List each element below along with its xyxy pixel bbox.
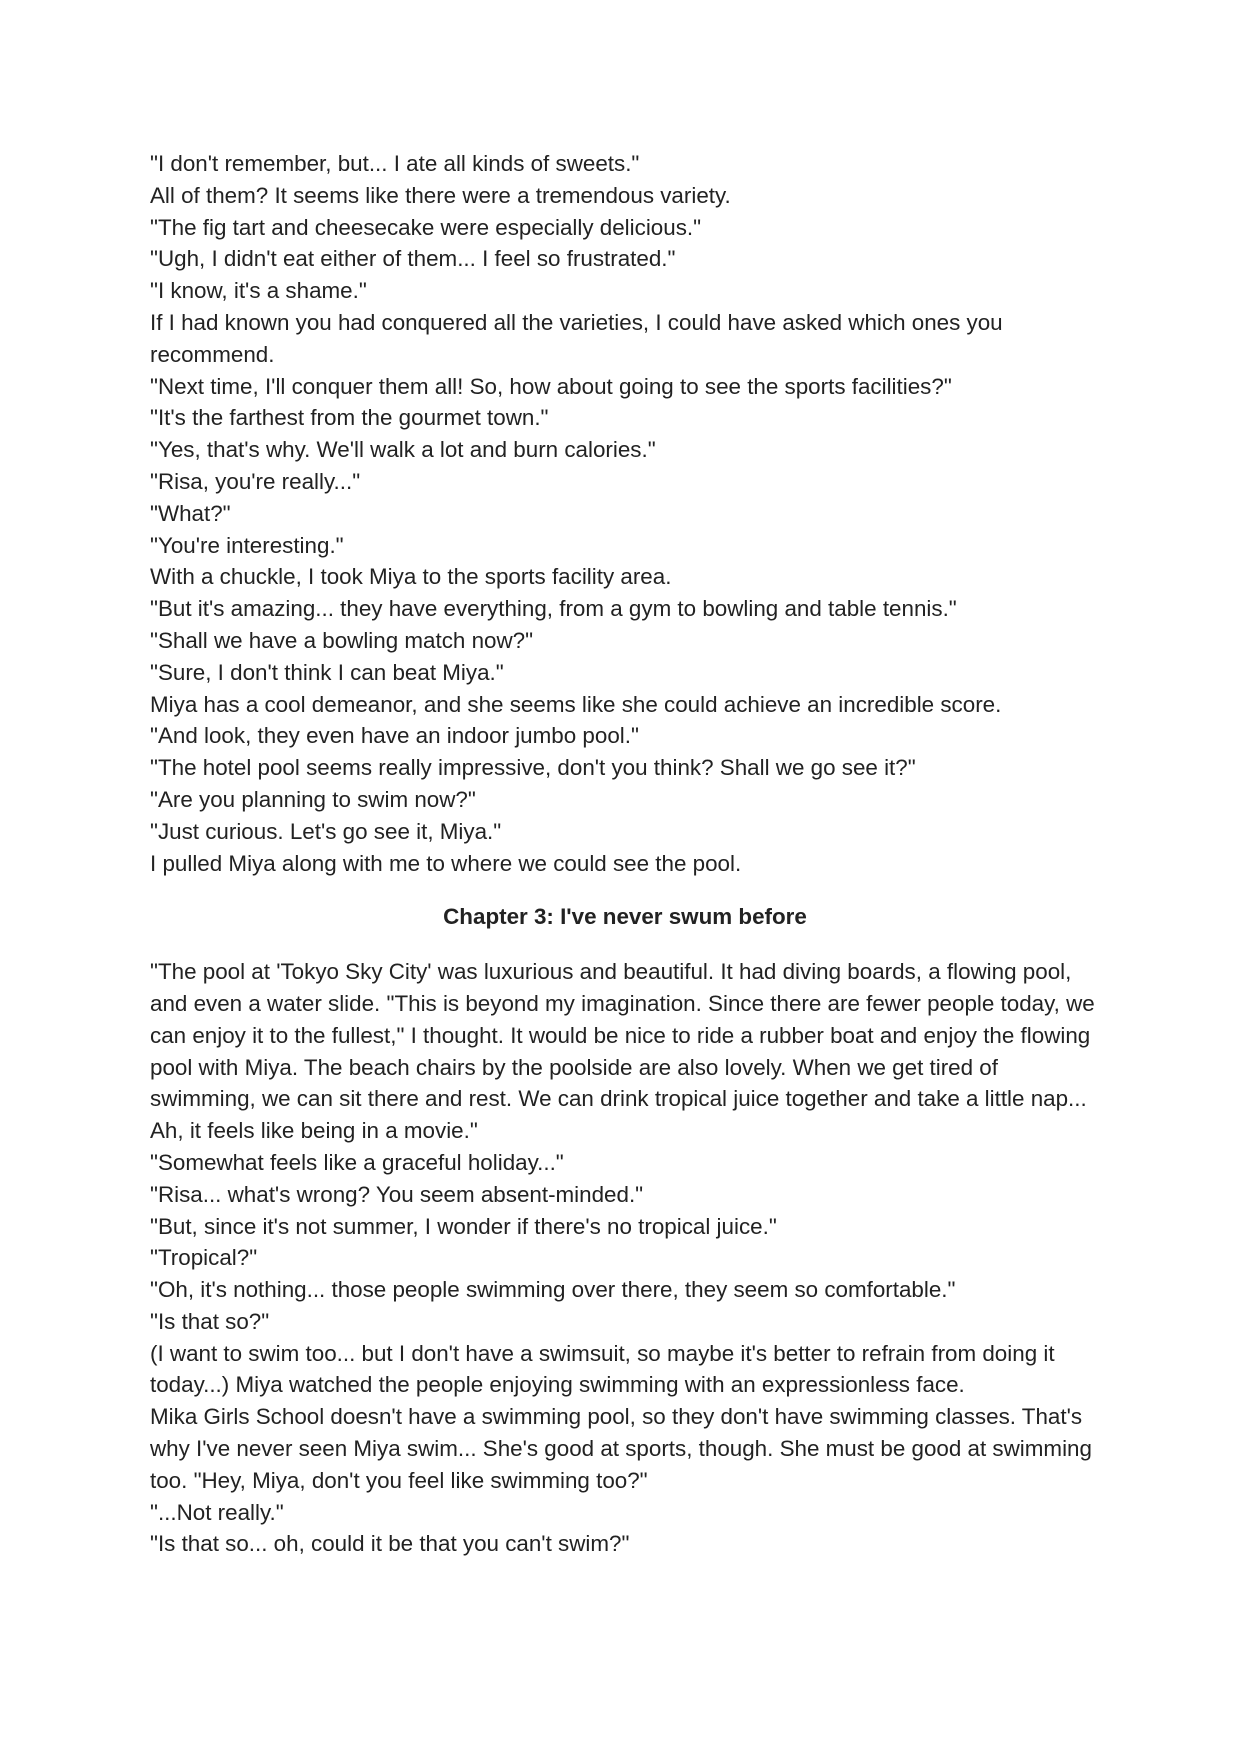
paragraph: "Risa, you're really..." <box>150 468 361 494</box>
paragraph: I pulled Miya along with me to where we could see the pool. <box>150 850 742 876</box>
paragraph: "But it's amazing... they have everything, from a gym to bowling and table tennis." <box>150 596 957 622</box>
document-page <box>150 148 1100 1560</box>
paragraph: "The fig tart and cheesecake were especially delicious." <box>150 214 702 240</box>
section-2 <box>150 956 1100 1560</box>
paragraph: "Is that so?" <box>150 1308 270 1334</box>
paragraph: "Risa... what's wrong? You seem absent-minded." <box>150 1181 644 1207</box>
paragraph: "Sure, I don't think I can beat Miya." <box>150 659 504 685</box>
paragraph: "...Not really." <box>150 1499 284 1525</box>
paragraph: "Tropical?" <box>150 1245 258 1271</box>
paragraph: "What?" <box>150 500 231 526</box>
paragraph: "Shall we have a bowling match now?" <box>150 627 534 653</box>
paragraph: "The hotel pool seems really impressive, don't you think? Shall we go see it?" <box>150 755 916 781</box>
paragraph: "Ugh, I didn't eat either of them... I feel so frustrated." <box>150 246 676 272</box>
paragraph: "And look, they even have an indoor jumbo pool." <box>150 723 639 749</box>
paragraph: "Next time, I'll conquer them all! So, how about going to see the sports facilities?" <box>150 373 952 399</box>
paragraph: "I don't remember, but... I ate all kinds of sweets." <box>150 151 640 176</box>
paragraph: If I had known you had conquered all the varieties, I could have asked which ones you recommend. <box>150 309 1003 367</box>
paragraph: "You're interesting." <box>150 532 344 558</box>
paragraph: "Yes, that's why. We'll walk a lot and burn calories." <box>150 437 656 463</box>
paragraph: "But, since it's not summer, I wonder if there's no tropical juice." <box>150 1213 777 1239</box>
chapter-title: Chapter 3: I've never swum before <box>443 904 807 930</box>
paragraph: "I know, it's a shame." <box>150 278 367 304</box>
section-1 <box>150 148 1100 879</box>
paragraph: "Somewhat feels like a graceful holiday..." <box>150 1149 564 1175</box>
paragraph: "Are you planning to swim now?" <box>150 786 476 812</box>
paragraph: "Is that so... oh, could it be that you can't swim?" <box>150 1531 630 1557</box>
paragraph: With a chuckle, I took Miya to the sports facility area. <box>150 564 672 590</box>
paragraph: "The pool at 'Tokyo Sky City' was luxurious and beautiful. It had diving boards, a flowing pool, and even a water slide. "This is beyond my imagination. Since there are fewer people today, we can enjoy it to the fullest," I thought. It would be nice to ride a rubber boat and enjoy the flowing pool with Miya. The beach chairs by the poolside are also lovely. When we get tired of swimming, we can sit there and rest. We can drink tropical juice together and take a little nap... Ah, it feels like being in a movie." <box>150 959 1095 1144</box>
paragraph: All of them? It seems like there were a tremendous variety. <box>150 182 731 208</box>
paragraph: Miya has a cool demeanor, and she seems like she could achieve an incredible score. <box>150 691 1002 717</box>
paragraph: "Oh, it's nothing... those people swimming over there, they seem so comfortable." <box>150 1277 956 1303</box>
paragraph: "It's the farthest from the gourmet town." <box>150 405 549 431</box>
paragraph: Mika Girls School doesn't have a swimming pool, so they don't have swimming classes. That's why I've never seen Miya swim... She's good at sports, though. She must be good at swimming too. "Hey, Miya, don't you feel like swimming too?" <box>150 1404 1092 1493</box>
paragraph: (I want to swim too... but I don't have a swimsuit, so maybe it's better to refrain from doing it today...) Miya watched the people enjoying swimming with an expressionless face. <box>150 1340 1055 1398</box>
paragraph: "Just curious. Let's go see it, Miya." <box>150 818 502 844</box>
